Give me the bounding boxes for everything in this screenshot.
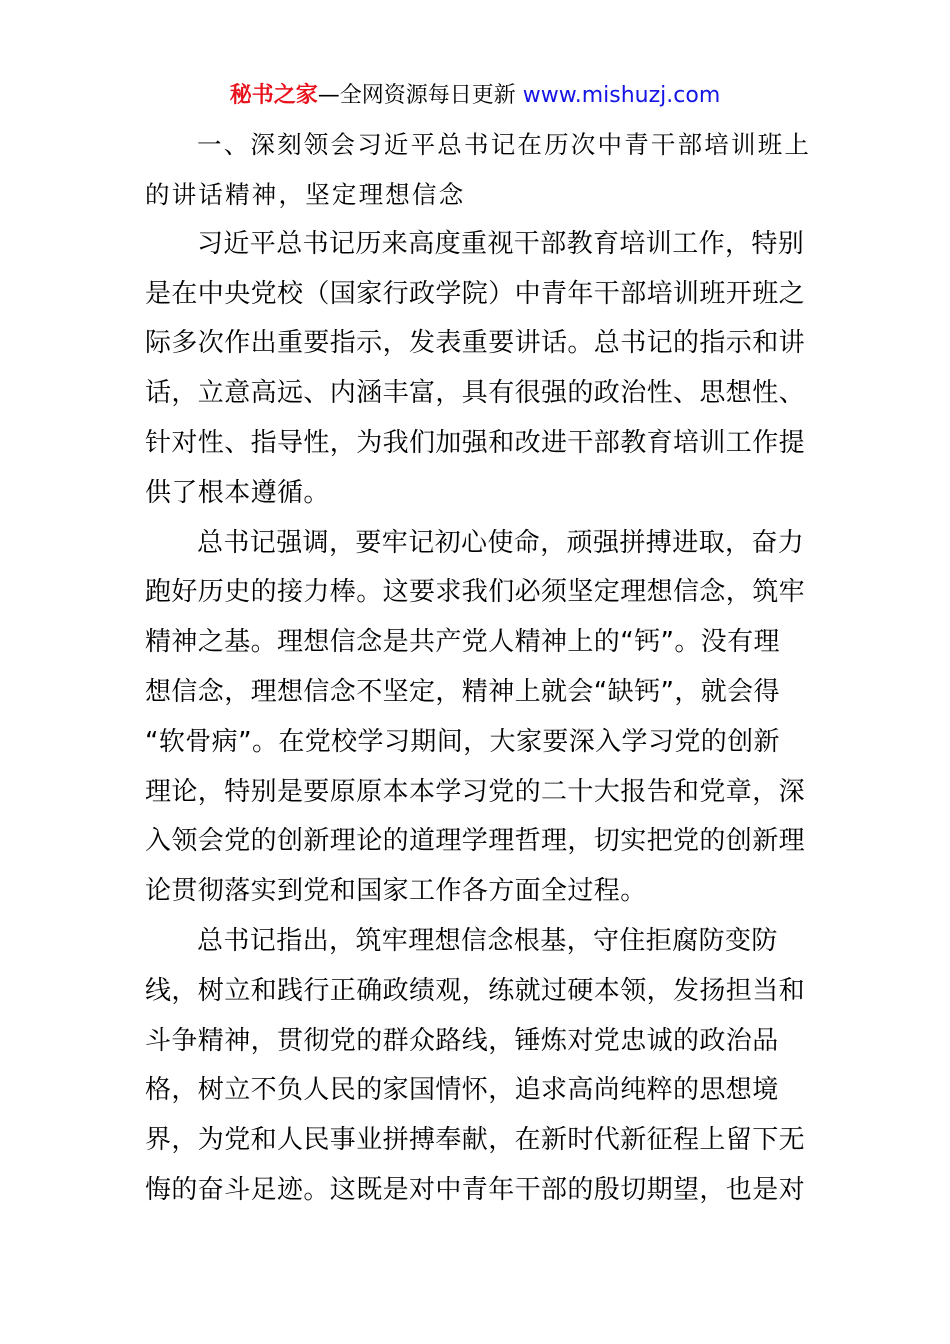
text-line: 供了根本遵循。 [145,477,330,508]
text-line: 斗争精神，贯彻党的群众路线，锤炼对党忠诚的政治品 [145,1025,779,1056]
text-line: 话，立意高远、内涵丰富，具有很强的政治性、思想性、 [145,378,806,409]
text-line: 格，树立不负人民的家国情怀，追求高尚纯粹的思想境 [145,1075,779,1106]
text-line: 针对性、指导性，为我们加强和改进干部教育培训工作提 [145,427,806,458]
text-line: 精神之基。理想信念是共产党人精神上的“钙”。没有理 [145,627,780,658]
paragraph [145,917,807,1216]
document-body [145,120,812,1216]
text-line: 跑好历史的接力棒。这要求我们必须坚定理想信念，筑牢 [145,577,806,608]
paragraph [145,220,807,519]
site-url-link[interactable]: www.mishuzj.com [522,83,721,108]
text-line: “软骨病”。在党校学习期间，大家要深入学习党的创新 [145,726,780,757]
text-line: 悔的奋斗足迹。这既是对中青年干部的殷切期望，也是对 [145,1174,806,1205]
text-line: 习近平总书记历来高度重视干部教育培训工作，特别 [197,228,805,259]
section-heading [145,120,812,220]
text-line: 论贯彻落实到党和国家工作各方面全过程。 [145,876,647,907]
text-line: 线，树立和践行正确政绩观，练就过硬本领，发扬担当和 [145,975,806,1006]
text-line: 理论，特别是要原原本本学习党的二十大报告和党章，深 [145,776,806,807]
site-slogan: —全网资源每日更新 [317,83,523,108]
watermark-header [0,80,950,112]
text-line: 想信念，理想信念不坚定，精神上就会“缺钙”，就会得 [145,676,780,707]
text-line: 总书记指出，筑牢理想信念根基，守住拒腐防变防 [197,925,778,956]
paragraph [145,519,807,917]
text-line: 界，为党和人民事业拼搏奉献，在新时代新征程上留下无 [145,1125,806,1156]
site-brand: 秘书之家 [229,83,318,108]
text-line: 总书记强调，要牢记初心使命，顽强拼搏进取，奋力 [197,527,805,558]
text-line: 是在中央党校（国家行政学院）中青年干部培训班开班之 [145,278,806,309]
heading-line: 的讲话精神，坚定理想信念 [145,180,466,209]
heading-line: 一、深刻领会习近平总书记在历次中青干部培训班上 [197,130,812,159]
text-line: 入领会党的创新理论的道理学理哲理，切实把党的创新理 [145,826,806,857]
text-line: 际多次作出重要指示，发表重要讲话。总书记的指示和讲 [145,328,806,359]
